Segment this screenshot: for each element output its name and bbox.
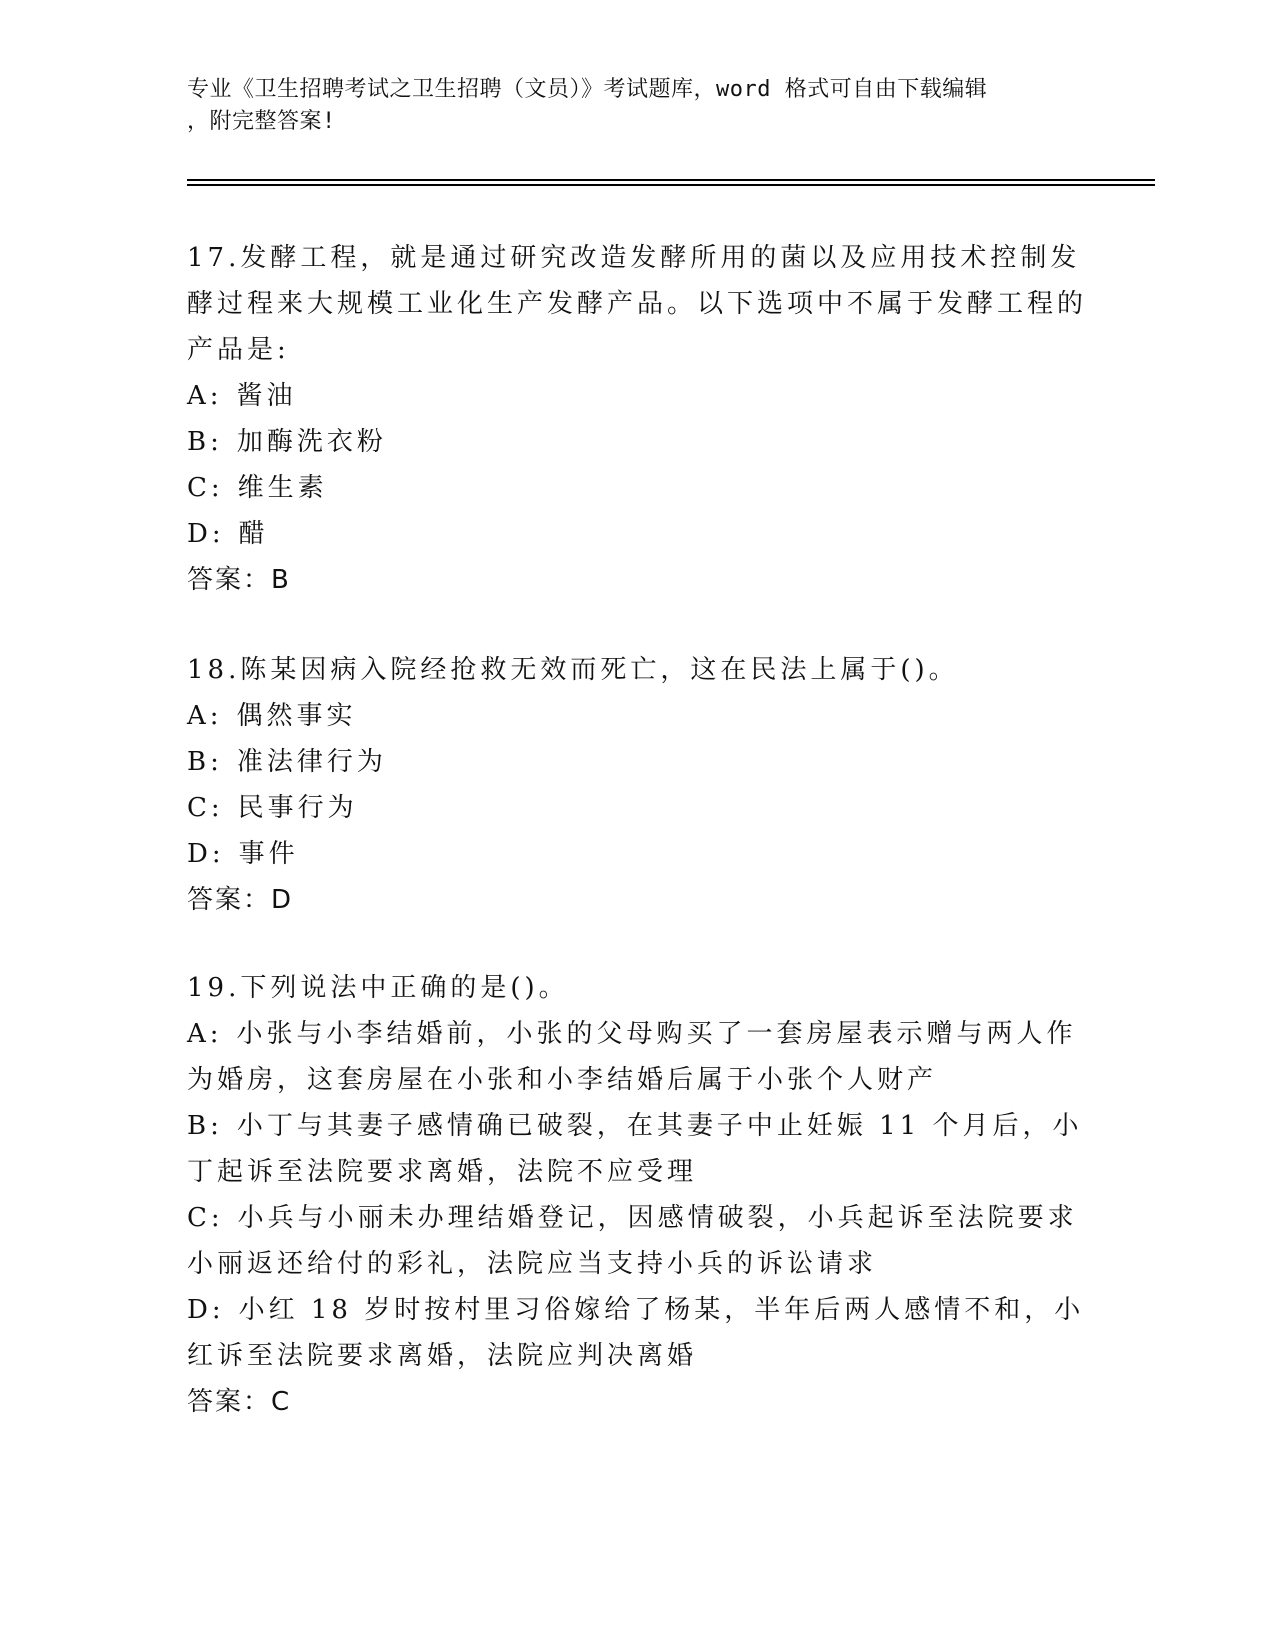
option-c — [187, 465, 1087, 511]
option-a — [187, 1011, 1087, 1103]
option-a — [187, 693, 1087, 739]
question-17 — [187, 235, 1087, 603]
question-18 — [187, 647, 1087, 923]
option-text: 加酶洗衣粉 — [236, 427, 387, 457]
question-stem: 18.陈某因病入院经抢救无效而死亡，这在民法上属于()。 — [187, 655, 959, 685]
option-text: 小丁与其妻子感情确已破裂，在其妻子中止妊娠 11 个月后，小丁起诉至法院要求离婚，法院不应受理 — [187, 1111, 1083, 1187]
option-text: 醋 — [238, 519, 269, 549]
answer-line: 答案：D — [187, 885, 294, 915]
option-text: 准法律行为 — [236, 747, 387, 777]
option-b — [187, 739, 1087, 785]
option-key: C: — [187, 1203, 224, 1233]
option-text: 酱油 — [236, 381, 297, 411]
option-text: 民事行为 — [237, 793, 358, 823]
option-text: 事件 — [238, 839, 299, 869]
option-key: D: — [187, 839, 225, 869]
option-text: 小张与小李结婚前，小张的父母购买了一套房屋表示赠与两人作为婚房，这套房屋在小张和小李结婚后属于小张个人财产 — [187, 1019, 1077, 1095]
option-key: B: — [187, 747, 223, 777]
document-header — [187, 74, 1077, 138]
option-b — [187, 419, 1087, 465]
option-key: C: — [187, 473, 224, 503]
question-stem: 19.下列说法中正确的是()。 — [187, 973, 569, 1003]
option-c — [187, 785, 1087, 831]
option-key: B: — [187, 1111, 223, 1141]
header-line-1: 专业《卫生招聘考试之卫生招聘（文员）》考试题库，word 格式可自由下载编辑 — [187, 77, 988, 102]
option-b — [187, 1103, 1087, 1195]
option-key: B: — [187, 427, 223, 457]
option-d — [187, 511, 1087, 557]
header-line-2: ，附完整答案! — [187, 109, 336, 134]
header-divider-top — [187, 179, 1155, 181]
option-text: 偶然事实 — [236, 701, 357, 731]
option-key: D: — [187, 1295, 225, 1325]
option-key: C: — [187, 793, 224, 823]
option-text: 小红 18 岁时按村里习俗嫁给了杨某，半年后两人感情不和，小红诉至法院要求离婚，法院应判决离婚 — [187, 1295, 1085, 1371]
option-key: A: — [187, 1019, 223, 1049]
option-text: 小兵与小丽未办理结婚登记，因感情破裂，小兵起诉至法院要求小丽返还给付的彩礼，法院应当支持小兵的诉讼请求 — [187, 1203, 1078, 1279]
option-key: A: — [187, 381, 223, 411]
answer-line: 答案：C — [187, 1387, 292, 1417]
header-divider-bottom — [187, 184, 1155, 186]
question-19 — [187, 965, 1087, 1425]
option-c — [187, 1195, 1087, 1287]
option-d — [187, 1287, 1087, 1379]
option-key: D: — [187, 519, 225, 549]
option-key: A: — [187, 701, 223, 731]
option-text: 维生素 — [237, 473, 328, 503]
option-d — [187, 831, 1087, 877]
answer-line: 答案：B — [187, 565, 291, 595]
option-a — [187, 373, 1087, 419]
question-stem: 17.发酵工程，就是通过研究改造发酵所用的菌以及应用技术控制发酵过程来大规模工业化生产发酵产品。以下选项中不属于发酵工程的产品是: — [187, 243, 1088, 365]
